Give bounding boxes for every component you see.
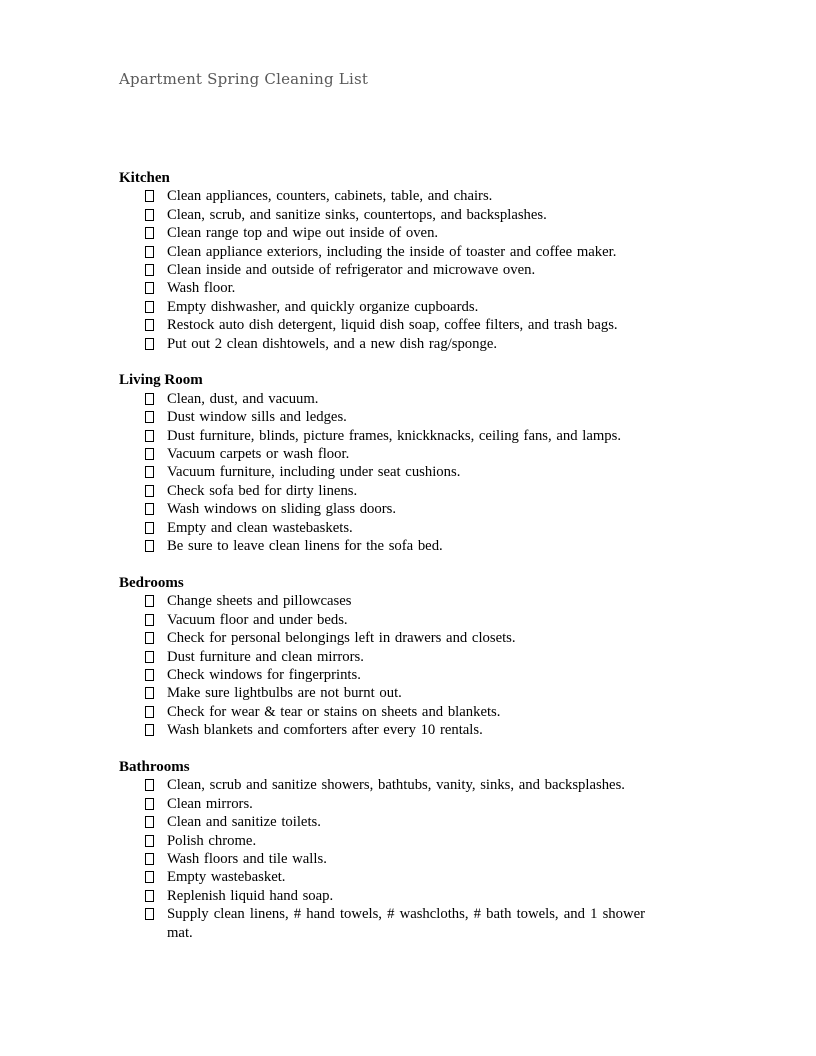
empty-checkbox-icon[interactable] [145,503,154,515]
checklist-item-label: Empty wastebasket. [167,869,286,886]
empty-checkbox-icon[interactable] [145,522,154,534]
checklist-item-label: Wash windows on sliding glass doors. [167,501,397,518]
checklist [119,592,676,739]
empty-checkbox-icon[interactable] [145,264,154,276]
empty-checkbox-icon[interactable] [145,209,154,221]
empty-checkbox-icon[interactable] [145,835,154,847]
empty-checkbox-icon[interactable] [145,246,154,258]
checklist-item [119,776,645,794]
empty-checkbox-icon[interactable] [145,724,154,736]
empty-checkbox-icon[interactable] [145,798,154,810]
checklist-item-label: Clean appliance exteriors, including the inside of toaster and coffee maker. [167,243,617,260]
checklist-item-label: Vacuum furniture, including under seat cushions. [167,464,461,481]
checklist-item-label: Polish chrome. [167,832,257,849]
empty-checkbox-icon[interactable] [145,301,154,313]
empty-checkbox-icon[interactable] [145,411,154,423]
section-heading: Living Room [119,372,203,389]
checklist-item [119,592,645,610]
checklist-item [119,666,645,684]
checklist-item [119,684,645,702]
checklist-item [119,850,645,868]
section-heading: Kitchen [119,170,170,186]
checklist-item [119,445,645,463]
empty-checkbox-icon[interactable] [145,448,154,460]
checklist-item [119,427,645,445]
checklist-item [119,408,645,426]
empty-checkbox-icon[interactable] [145,595,154,607]
checklist-item-label: Dust window sills and ledges. [167,409,347,426]
checklist [119,776,676,942]
checklist-item [119,832,645,850]
checklist-item-label: Clean and sanitize toilets. [167,814,321,831]
checklist-item-label: Empty dishwasher, and quickly organize cupboards. [167,298,479,315]
empty-checkbox-icon[interactable] [145,632,154,644]
checklist-item-label: Check for wear & tear or stains on sheets and blankets. [167,703,501,720]
checklist-item-label: Change sheets and pillowcases [167,593,352,610]
checklist-item [119,187,645,205]
checklist-item [119,813,645,831]
empty-checkbox-icon[interactable] [145,338,154,350]
checklist-item [119,519,645,537]
checklist-item [119,482,645,500]
checklist-item [119,648,645,666]
checklist-item-label: Supply clean linens, # hand towels, # washcloths, # bath towels, and 1 shower mat. [167,906,645,941]
checklist-item [119,721,645,739]
checklist-item [119,316,645,334]
document-title: Apartment Spring Cleaning List [119,70,369,88]
checklist-item-label: Be sure to leave clean linens for the sofa bed. [167,538,443,555]
checklist-item-label: Dust furniture, blinds, picture frames, knickknacks, ceiling fans, and lamps. [167,427,621,444]
empty-checkbox-icon[interactable] [145,651,154,663]
checklist-item-label: Check windows for fingerprints. [167,666,361,683]
checklist-item [119,390,645,408]
checklist-item-label: Clean inside and outside of refrigerator and microwave oven. [167,262,536,279]
checklist-section [119,169,676,353]
checklist-item [119,463,645,481]
empty-checkbox-icon[interactable] [145,706,154,718]
checklist-item-label: Wash blankets and comforters after every 10 rentals. [167,722,483,739]
checklist-item-label: Vacuum floor and under beds. [167,611,348,628]
checklist-section [119,758,676,942]
empty-checkbox-icon[interactable] [145,614,154,626]
checklist-section [119,371,676,555]
empty-checkbox-icon[interactable] [145,687,154,699]
empty-checkbox-icon[interactable] [145,190,154,202]
checklist-item-label: Check for personal belongings left in drawers and closets. [167,630,516,647]
checklist-item-label: Put out 2 clean dishtowels, and a new dish rag/sponge. [167,335,498,352]
checklist-item [119,261,645,279]
checklist-item [119,887,645,905]
checklist-item-label: Clean, scrub and sanitize showers, bathtubs, vanity, sinks, and backsplashes. [167,777,625,794]
checklist-item-label: Clean, scrub, and sanitize sinks, countertops, and backsplashes. [167,206,547,223]
checklist-item [119,868,645,886]
checklist-item [119,537,645,555]
empty-checkbox-icon[interactable] [145,890,154,902]
checklist-item-label: Make sure lightbulbs are not burnt out. [167,685,402,702]
checklist-item [119,243,645,261]
empty-checkbox-icon[interactable] [145,908,154,920]
checklist-item-label: Vacuum carpets or wash floor. [167,446,350,463]
empty-checkbox-icon[interactable] [145,227,154,239]
checklist-item-label: Clean mirrors. [167,795,253,812]
checklist-item-label: Check sofa bed for dirty linens. [167,482,358,499]
checklist-item-label: Replenish liquid hand soap. [167,887,334,904]
section-heading: Bedrooms [119,574,184,591]
checklist-section [119,574,676,740]
checklist-item [119,279,645,297]
checklist-item-label: Empty and clean wastebaskets. [167,519,353,536]
empty-checkbox-icon[interactable] [145,430,154,442]
checklist-item-label: Dust furniture and clean mirrors. [167,648,364,665]
checklist-item [119,703,645,721]
empty-checkbox-icon[interactable] [145,540,154,552]
checklist-sections [119,169,676,942]
empty-checkbox-icon[interactable] [145,466,154,478]
checklist-item [119,629,645,647]
section-heading: Bathrooms [119,758,190,775]
checklist-item-label: Clean range top and wipe out inside of oven. [167,225,439,242]
checklist [119,390,676,556]
checklist-item [119,905,645,942]
empty-checkbox-icon[interactable] [145,393,154,405]
checklist-item [119,795,645,813]
empty-checkbox-icon[interactable] [145,485,154,497]
checklist-item [119,611,645,629]
empty-checkbox-icon[interactable] [145,871,154,883]
empty-checkbox-icon[interactable] [145,319,154,331]
checklist-item [119,500,645,518]
checklist [119,187,676,353]
checklist-item-label: Wash floor. [167,280,236,297]
checklist-item-label: Clean appliances, counters, cabinets, table, and chairs. [167,188,493,205]
empty-checkbox-icon[interactable] [145,816,154,828]
checklist-item [119,335,645,353]
checklist-item-label: Wash floors and tile walls. [167,850,327,867]
checklist-item [119,206,645,224]
empty-checkbox-icon[interactable] [145,282,154,294]
checklist-item-label: Clean, dust, and vacuum. [167,390,319,407]
empty-checkbox-icon[interactable] [145,669,154,681]
checklist-item [119,224,645,242]
empty-checkbox-icon[interactable] [145,853,154,865]
checklist-item-label: Restock auto dish detergent, liquid dish soap, coffee filters, and trash bags. [167,317,618,334]
checklist-item [119,298,645,316]
empty-checkbox-icon[interactable] [145,779,154,791]
